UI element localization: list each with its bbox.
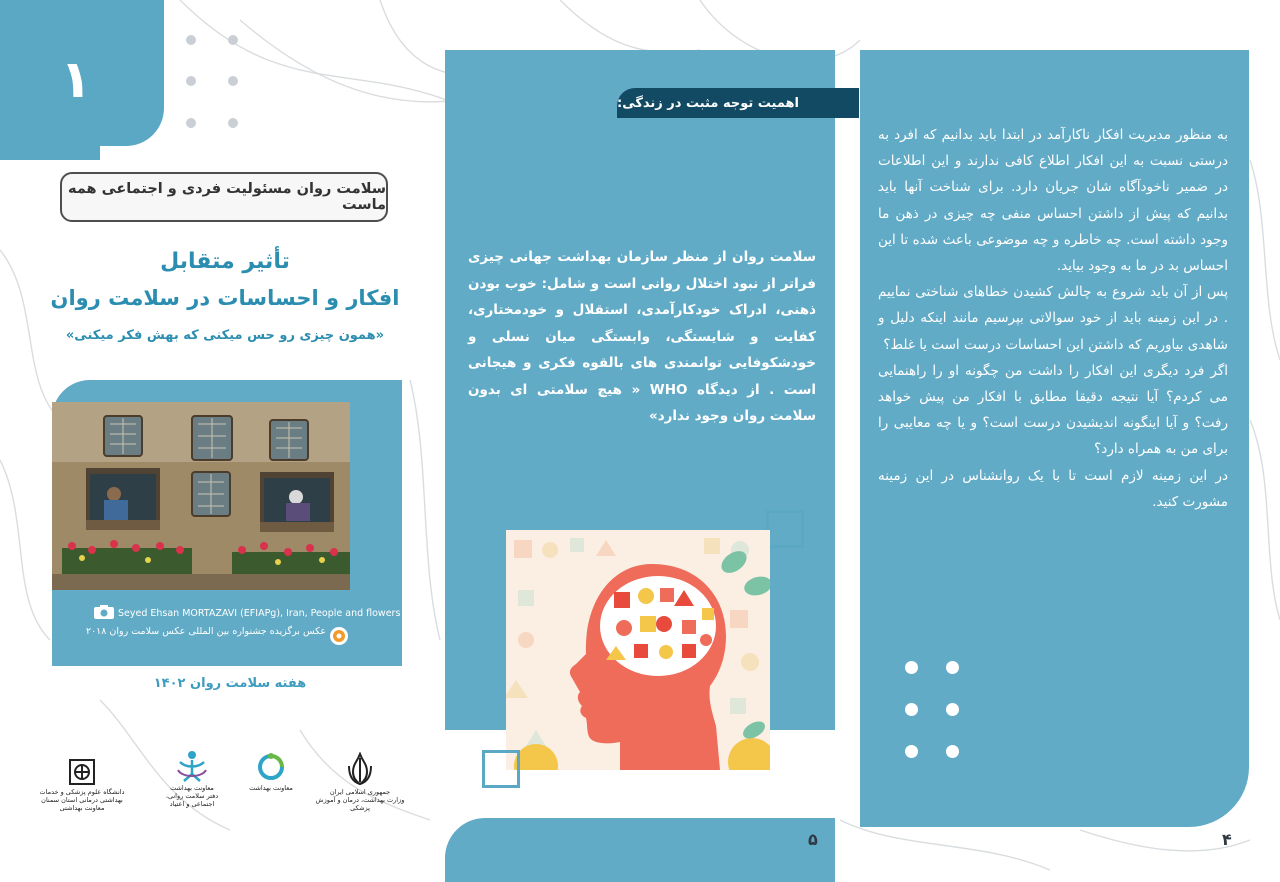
decor-dot <box>946 703 959 716</box>
health-deputy-icon <box>256 752 286 782</box>
decor-dot <box>186 76 196 86</box>
university-logo-icon <box>68 758 96 786</box>
logo-mental-health-office-text: معاونت بهداشت دفتر سلامت روانی، اجتماعی و اعتیاد <box>165 784 219 808</box>
mental-health-week-label: هفته سلامت روان ۱۴۰۲ <box>153 676 307 691</box>
iran-emblem-icon <box>343 752 377 786</box>
paragraph: به منظور مدیریت افکار ناکارآمد در ابتدا باید بدانیم که افرد به درستی نسبت به این افکار اطلاع کافی ندارند و این اطلاعات در ضمیر ناخودآگاه شان جریان دارد. برای شناخت آنها باید بدانیم که پیش از داشتن احساس منفی چه چیزی در ذهن ما وجود داشته است. چه خاطره و چه موضوعی باعث شده تا این احساس بد در ما به وجود بیاید. <box>878 127 1228 275</box>
photo-award-caption: عکس برگزیده جشنواره بین المللی عکس سلامت روان ۲۰۱۸ <box>85 626 326 637</box>
section-number: ۱ <box>60 50 92 110</box>
decor-dot <box>186 118 196 128</box>
section-number-tab <box>0 0 164 146</box>
title-line-2: افکار و احساسات در سلامت روان <box>50 286 400 310</box>
logo-university-text: دانشگاه علوم پزشکی و خدمات بهداشتی درمانی استان سمنان معاونت بهداشتی <box>39 788 125 812</box>
decor-square <box>766 510 804 548</box>
decor-dot <box>186 35 196 45</box>
middle-bottom-strip <box>445 818 835 882</box>
decor-square <box>482 750 520 788</box>
paragraph: اگر فرد دیگری این افکار را داشت من چگونه او را راهنمایی می کردم؟ آیا نتیجه دقیقا مطابق با افکار من پیش خواهد رفت؟ و آیا اینگونه اندیشیدن درست است؟ و یا چه معایبی را برای من به همراه دارد؟ <box>878 362 1228 458</box>
decor-dot <box>905 745 918 758</box>
who-definition-text: سلامت روان از منظر سازمان بهداشت جهانی چیزی فراتر از نبود اختلال روانی است و شامل: خوب بودن ذهنی، ادراک خودکارآمدی، استقلال و خودمختاری، کفایت و شایستگی، وابستگی میان نسلی و خودشکوفایی توانمندی های بالقوه فکری و هیجانی است . از دیدگاه WHO « هیچ سلامتی ای بدون سلامت روان وجود ندارد» <box>468 249 816 424</box>
decor-dot <box>228 76 238 86</box>
logo-health-deputy-text: معاونت بهداشت <box>249 784 293 792</box>
decor-dot <box>946 745 959 758</box>
decor-dot <box>946 661 959 674</box>
festival-logo-icon <box>330 627 348 645</box>
title-line-1: تأثیر متقابل <box>160 249 290 274</box>
logo-mental-health-office <box>160 750 224 808</box>
decor-dot <box>905 703 918 716</box>
tab-strip <box>0 146 100 160</box>
decor-dot <box>228 35 238 45</box>
logo-health-deputy <box>246 752 296 792</box>
section-heading: اهمیت توجه مثبت در زندگی: <box>617 88 859 118</box>
page-number-5: ۵ <box>808 830 818 849</box>
logo-iran-ministry-text: جمهوری اسلامی ایران وزارت بهداشت، درمان و آموزش پزشکی <box>315 788 405 812</box>
mental-health-office-icon <box>174 750 210 782</box>
logo-iran-ministry <box>310 752 410 812</box>
photo-credit: Seyed Ehsan MORTAZAVI (EFIAPg), Iran, People and flowers <box>118 608 401 619</box>
tagline: «همون چیزی رو حس میکنی که بهش فکر میکنی» <box>65 328 385 343</box>
head-brain-illustration <box>506 530 770 770</box>
decor-dot <box>228 118 238 128</box>
paragraph: پس از آن باید شروع به چالش کشیدن خطاهای شناختی نماییم . در این زمینه باید از خود سوالاتی بپرسیم مانند اینکه دلیل و شاهدی بیاوریم که داشتن این احساسات درست است یا غلط؟ <box>878 284 1228 353</box>
camera-icon <box>94 605 114 619</box>
paragraph: در این زمینه لازم است تا با یک روانشناس در این زمینه مشورت کنید. <box>878 467 1228 510</box>
page-title <box>40 244 410 316</box>
page-number-4: ۴ <box>1222 830 1232 849</box>
page-subtitle: سلامت روان مسئولیت فردی و اجتماعی همه ماست <box>60 172 388 222</box>
decor-dot <box>905 661 918 674</box>
right-body-text <box>878 122 1228 515</box>
house-window-photo <box>52 402 350 590</box>
logo-university <box>30 758 134 812</box>
